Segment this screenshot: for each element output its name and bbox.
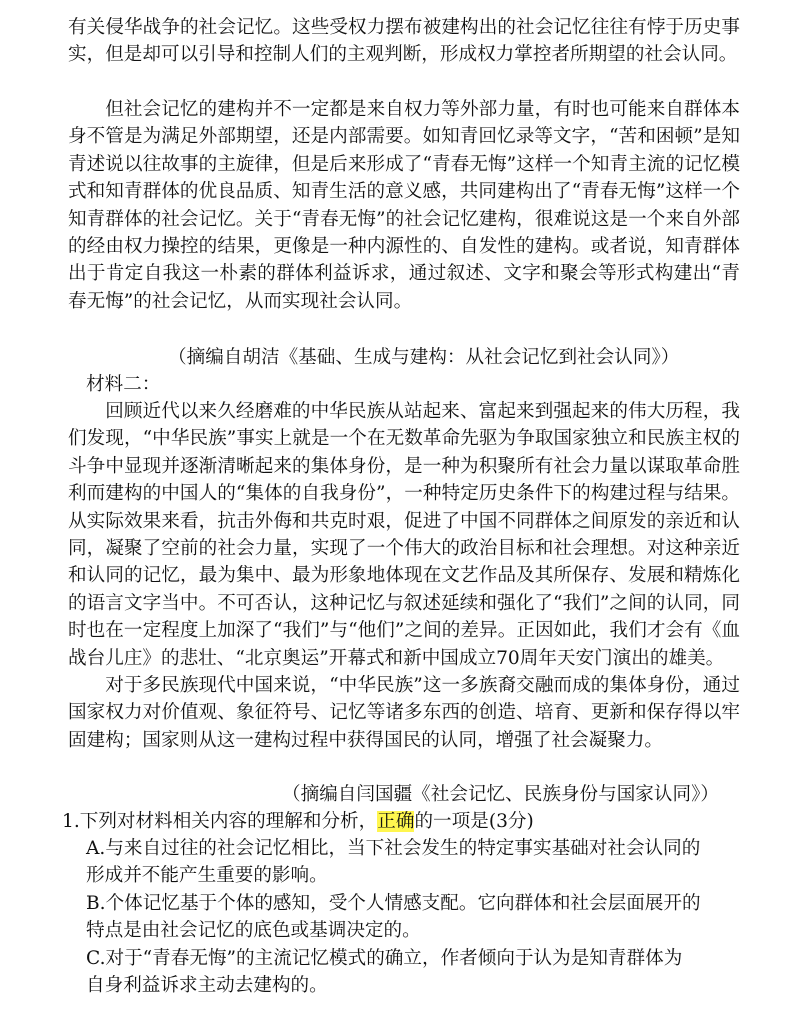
question-stem-before: 1.下列对材料相关内容的理解和分析， (62, 811, 378, 832)
question-stem-after: 的一项是(3分) (414, 811, 534, 832)
option-a-line-1: A.与来自过往的社会记忆相比，当下社会发生的特定事实基础对社会认同的 (86, 838, 701, 859)
option-a (86, 835, 740, 890)
material2-paragraph-2: 对于多民族现代中国来说，“中华民族”这一多族裔交融而成的集体身份，通过国家权力对价值观、象征符号、记忆等诸多东西的创造、培育、更新和保存得以牢固建构；国家则从这一建构过程中获得国民的认同，增强了社会凝聚力。 (68, 675, 740, 751)
question-1-stem (62, 808, 534, 835)
material2-label: 材料二： (86, 374, 161, 395)
option-c-line-2: 自身利益诉求主动去建构的。 (86, 975, 328, 997)
material1-paragraph-2: 但社会记忆的建构并不一定都是来自权力等外部力量，有时也可能来自群体本身不管是为满足外部期望，还是内部需要。如知青回忆录等文字，“苦和困顿”是知青述说以往故事的主旋律，但是后来形成了“青春无悔”这样一个知青主流的记忆模式和知青群体的优良品质、知青生活的意义感，共同建构出了“青春无悔”这样一个知青群体的社会记忆。关于“青春无悔”的社会记忆建构，很难说这是一个来自外部的经由权力操控的结果，更像是一种内源性的、自发性的建构。或者说，知青群体出于肯定自我这一朴素的群体利益诉求，通过叙述、文字和聚会等形式构建出“青春无悔”的社会记忆，从而实现社会认同。 (68, 99, 740, 312)
option-c-line-1: C.对于“青春无悔”的主流记忆模式的确立，作者倾向于认为是知青群体为 (86, 948, 683, 969)
material1-citation: （摘编自胡洁《基础、生成与建构：从社会记忆到社会认同》） (168, 347, 680, 368)
material2-paragraph-1: 回顾近代以来久经磨难的中华民族从站起来、富起来到强起来的伟大历程，我们发现，“中华民族”事实上就是一个在无数革命先驱为争取国家独立和民族主权的斗争中显现并逐渐清晰起来的集体身份，是一种为积聚所有社会力量以谋取革命胜利而建构的中国人的“集体的自我身份”，一种特定历史条件下的构建过程与结果。从实际效果来看，抗击外侮和共克时艰，促进了中国不同群体之间原发的亲近和认同，凝聚了空前的社会力量，实现了一个伟大的政治目标和社会理想。对这种亲近和认同的记忆，最为集中、最为形象地体现在文艺作品及其所保存、发展和精炼化的语言文字当中。不可否认，这种记忆与叙述延续和强化了“我们”之间的认同，同时也在一定程度上加深了“我们”与“他们”之间的差异。正因如此，我们才会有《血战台儿庄》的悲壮、“北京奥运”开幕式和新中国成立70周年天安门演出的雄美。 (68, 401, 740, 669)
option-b-line-1: B.个体记忆基于个体的感知，受个人情感支配。它向群体和社会层面展开的 (86, 893, 701, 914)
material1-intro-paragraph: 有关侵华战争的社会记忆。这些受权力摆布被建构出的社会记忆往往有悖于历史事实，但是却可以引导和控制人们的主观判断，形成权力掌控者所期望的社会认同。 (68, 17, 740, 66)
option-b-line-2: 特点是由社会记忆的底色或基调决定的。 (86, 920, 421, 942)
option-b (86, 890, 740, 945)
question-stem-highlight: 正确 (377, 811, 415, 832)
option-a-line-2: 形成并不能产生重要的影响。 (86, 865, 328, 887)
option-c (86, 945, 740, 1000)
material2-citation: （摘编自闫国疆《社会记忆、民族身份与国家认同》） (282, 784, 719, 805)
